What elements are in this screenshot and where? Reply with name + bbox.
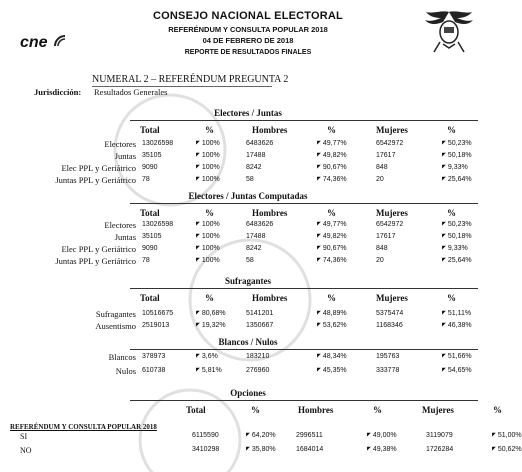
- report-date: 04 DE FEBRERO DE 2018: [202, 36, 294, 45]
- cell-value: 1350667: [246, 322, 274, 329]
- cell-value: 100%: [201, 233, 220, 240]
- cell-value: 50,62%: [497, 446, 522, 453]
- cell-m_pct: [442, 221, 472, 228]
- tick-mark-icon: ◤: [442, 176, 446, 182]
- cell-value: 848: [376, 245, 388, 252]
- tick-mark-icon: ◤: [442, 245, 446, 251]
- org-title: CONSEJO NACIONAL ELECTORAL: [153, 10, 343, 22]
- cell-h_pct: [367, 432, 397, 439]
- tick-mark-icon: ◤: [196, 310, 200, 316]
- tick-mark-icon: ◤: [317, 322, 321, 328]
- cell-value: 49,38%: [372, 446, 397, 453]
- tick-mark-icon: ◤: [442, 164, 446, 170]
- tick-mark-icon: ◤: [317, 310, 321, 316]
- cell-mujeres: [376, 367, 399, 374]
- cell-total: [142, 176, 150, 183]
- tick-mark-icon: ◤: [196, 257, 200, 263]
- column-header-mujeres: Mujeres: [422, 405, 454, 415]
- cell-value: 6483626: [246, 140, 274, 147]
- cell-pct: [196, 353, 218, 360]
- column-header-m_pct: %: [447, 125, 456, 135]
- cell-value: 9090: [142, 245, 158, 252]
- cell-value: 80,68%: [201, 310, 226, 317]
- cell-value: 49,00%: [372, 432, 397, 439]
- cell-h_pct: [317, 310, 347, 317]
- cell-value: 90,67%: [322, 164, 347, 171]
- cell-h_pct: [317, 367, 347, 374]
- cell-m_pct: [442, 233, 472, 240]
- options-heading: REFERÉNDUM Y CONSULTA POPULAR 2018: [10, 423, 157, 431]
- cell-m_pct: [442, 164, 468, 171]
- cell-m_pct: [492, 446, 522, 453]
- column-header-h_pct: %: [327, 208, 336, 218]
- tick-mark-icon: ◤: [317, 176, 321, 182]
- cell-value: 50,23%: [447, 221, 472, 228]
- tick-mark-icon: ◤: [442, 221, 446, 227]
- tick-mark-icon: ◤: [317, 140, 321, 146]
- row-label: Juntas PPL y Geriátrico: [55, 256, 136, 266]
- tick-mark-icon: ◤: [196, 164, 200, 170]
- tick-mark-icon: ◤: [196, 176, 200, 182]
- cell-hombres: [246, 257, 254, 264]
- cell-value: 100%: [201, 221, 220, 228]
- computadas-section-title: Electores / Juntas Computadas: [188, 191, 308, 201]
- tick-mark-icon: ◤: [317, 367, 321, 373]
- cell-mujeres: [376, 353, 399, 360]
- cell-hombres: [246, 310, 273, 317]
- cell-value: 17617: [376, 233, 396, 240]
- cell-value: 20: [376, 257, 384, 264]
- row-label: Juntas: [114, 151, 136, 161]
- column-header-mujeres: Mujeres: [376, 293, 408, 303]
- cell-value: 2996511: [296, 432, 323, 439]
- cell-h_pct: [367, 446, 397, 453]
- cell-mujeres: [426, 432, 453, 439]
- cell-pct: [196, 164, 220, 171]
- column-header-m_pct: %: [493, 405, 502, 415]
- cell-value: 35,80%: [251, 446, 276, 453]
- cell-hombres: [296, 446, 323, 453]
- tick-mark-icon: ◤: [196, 245, 200, 251]
- cell-value: 78: [142, 257, 150, 264]
- cell-value: 100%: [201, 257, 220, 264]
- cell-m_pct: [442, 322, 472, 329]
- cell-value: 50,18%: [447, 152, 472, 159]
- cell-value: 35105: [142, 152, 162, 159]
- cell-value: 100%: [201, 245, 220, 252]
- cell-value: 49,77%: [322, 221, 347, 228]
- cell-value: 8242: [246, 164, 262, 171]
- report-subtitle: REFERÉNDUM Y CONSULTA POPULAR 2018: [168, 25, 328, 34]
- cell-m_pct: [442, 152, 472, 159]
- cell-value: 5375474: [376, 310, 404, 317]
- cell-value: 276960: [246, 367, 270, 374]
- option-label: SI: [20, 432, 28, 441]
- cell-value: 1684014: [296, 446, 324, 453]
- cell-mujeres: [376, 233, 395, 240]
- cne-logo-icon: [53, 34, 67, 48]
- numeral-title: NUMERAL 2 – REFERÉNDUM PREGUNTA 2: [92, 74, 289, 85]
- cell-value: 2519013: [142, 322, 170, 329]
- cell-mujeres: [376, 164, 388, 171]
- cell-value: 13026598: [142, 221, 174, 228]
- cell-value: 35105: [142, 233, 162, 240]
- cell-value: 25,64%: [447, 257, 472, 264]
- cell-value: 6542972: [376, 140, 404, 147]
- cell-h_pct: [317, 257, 347, 264]
- cell-total: [192, 446, 219, 453]
- tick-mark-icon: ◤: [442, 353, 446, 359]
- cell-value: 45,35%: [322, 367, 347, 374]
- column-header-pct: %: [251, 405, 260, 415]
- tick-mark-icon: ◤: [492, 446, 496, 452]
- cell-h_pct: [317, 233, 347, 240]
- cell-value: 333778: [376, 367, 400, 374]
- cell-hombres: [296, 432, 323, 439]
- cell-value: 51,11%: [447, 310, 472, 317]
- cell-total: [142, 310, 173, 317]
- cell-value: 3410298: [192, 446, 220, 453]
- tick-mark-icon: ◤: [442, 140, 446, 146]
- section-divider: [130, 203, 478, 204]
- section-divider: [130, 349, 478, 350]
- cell-total: [142, 367, 165, 374]
- cell-h_pct: [317, 322, 347, 329]
- tick-mark-icon: ◤: [442, 322, 446, 328]
- cell-value: 58: [246, 257, 254, 264]
- column-header-pct: %: [205, 208, 214, 218]
- cell-value: 51,00%: [497, 432, 522, 439]
- cell-value: 74,36%: [322, 257, 347, 264]
- cell-pct: [196, 367, 222, 374]
- cell-value: 9,33%: [447, 164, 468, 171]
- sufragantes-section-title: Sufragantes: [224, 276, 271, 286]
- tick-mark-icon: ◤: [442, 310, 446, 316]
- cell-pct: [196, 176, 220, 183]
- tick-mark-icon: ◤: [196, 367, 200, 373]
- tick-mark-icon: ◤: [367, 446, 371, 452]
- cell-hombres: [246, 152, 265, 159]
- row-label: Juntas PPL y Geriátrico: [55, 175, 136, 185]
- cell-hombres: [246, 245, 262, 252]
- cell-value: 8242: [246, 245, 262, 252]
- column-header-total: Total: [140, 293, 160, 303]
- watermark-icon: [110, 0, 490, 472]
- cell-value: 48,89%: [322, 310, 347, 317]
- blancos-section-title: Blancos / Nulos: [218, 337, 278, 347]
- column-header-mujeres: Mujeres: [376, 125, 408, 135]
- cell-h_pct: [317, 353, 347, 360]
- row-label: Blancos: [108, 352, 136, 362]
- column-header-pct: %: [205, 125, 214, 135]
- cell-h_pct: [317, 176, 347, 183]
- column-header-h_pct: %: [327, 125, 336, 135]
- cell-value: 9090: [142, 164, 158, 171]
- cell-m_pct: [492, 432, 522, 439]
- cell-total: [142, 322, 169, 329]
- cell-value: 78: [142, 176, 150, 183]
- column-header-hombres: Hombres: [252, 125, 288, 135]
- tick-mark-icon: ◤: [317, 245, 321, 251]
- cell-value: 17488: [246, 152, 266, 159]
- cell-m_pct: [442, 257, 472, 264]
- cell-value: 3,6%: [201, 353, 218, 360]
- cell-value: 5,81%: [201, 367, 222, 374]
- row-label: Elec PPL y Geriátrico: [61, 244, 136, 254]
- tick-mark-icon: ◤: [317, 152, 321, 158]
- cell-value: 3119079: [426, 432, 453, 439]
- tick-mark-icon: ◤: [196, 353, 200, 359]
- cell-hombres: [246, 176, 254, 183]
- cell-pct: [246, 432, 276, 439]
- cell-value: 48,34%: [322, 353, 347, 360]
- cell-h_pct: [317, 221, 347, 228]
- cell-h_pct: [317, 164, 347, 171]
- cell-mujeres: [376, 257, 384, 264]
- row-label: Sufragantes: [95, 309, 136, 319]
- tick-mark-icon: ◤: [196, 152, 200, 158]
- cell-value: 20: [376, 176, 384, 183]
- jurisdiction-label: Jurisdicción:: [34, 87, 82, 97]
- cell-mujeres: [376, 140, 403, 147]
- cell-value: 54,65%: [447, 367, 472, 374]
- cell-hombres: [246, 221, 273, 228]
- column-header-mujeres: Mujeres: [376, 208, 408, 218]
- cell-value: 46,38%: [447, 322, 472, 329]
- cell-hombres: [246, 367, 269, 374]
- column-header-total: Total: [186, 405, 206, 415]
- column-header-hombres: Hombres: [252, 208, 288, 218]
- cell-h_pct: [317, 152, 347, 159]
- cell-value: 100%: [201, 164, 220, 171]
- tick-mark-icon: ◤: [492, 432, 496, 438]
- cell-h_pct: [317, 245, 347, 252]
- cell-value: 1726284: [426, 446, 454, 453]
- section-divider: [130, 400, 478, 401]
- cell-value: 51,66%: [447, 353, 472, 360]
- column-header-m_pct: %: [447, 208, 456, 218]
- cell-pct: [196, 140, 220, 147]
- column-header-total: Total: [140, 208, 160, 218]
- cell-total: [142, 233, 161, 240]
- section-divider: [130, 120, 478, 121]
- tick-mark-icon: ◤: [317, 233, 321, 239]
- cell-value: 53,62%: [322, 322, 347, 329]
- tick-mark-icon: ◤: [196, 140, 200, 146]
- option-label: NO: [20, 446, 32, 455]
- jurisdiction-value: Resultados Generales: [94, 87, 168, 97]
- tick-mark-icon: ◤: [367, 432, 371, 438]
- cell-value: 90,67%: [322, 245, 347, 252]
- row-label: Electores: [104, 139, 136, 149]
- tick-mark-icon: ◤: [442, 233, 446, 239]
- cell-pct: [196, 310, 226, 317]
- column-header-hombres: Hombres: [298, 405, 334, 415]
- cell-pct: [246, 446, 276, 453]
- cell-total: [142, 152, 161, 159]
- cell-hombres: [246, 353, 269, 360]
- cell-pct: [196, 322, 226, 329]
- cell-value: 49,77%: [322, 140, 347, 147]
- tick-mark-icon: ◤: [196, 233, 200, 239]
- column-header-m_pct: %: [447, 293, 456, 303]
- tick-mark-icon: ◤: [317, 221, 321, 227]
- cell-value: 100%: [201, 140, 220, 147]
- row-label: Juntas: [114, 232, 136, 242]
- cell-mujeres: [376, 176, 384, 183]
- column-header-h_pct: %: [327, 293, 336, 303]
- cell-value: 6542972: [376, 221, 404, 228]
- cell-pct: [196, 233, 220, 240]
- cell-value: 10516675: [142, 310, 174, 317]
- cell-mujeres: [376, 245, 388, 252]
- logo-text: cne: [20, 34, 48, 51]
- section-divider: [130, 288, 478, 289]
- cell-mujeres: [376, 310, 403, 317]
- cell-value: 25,64%: [447, 176, 472, 183]
- tick-mark-icon: ◤: [246, 432, 250, 438]
- row-label: Nulos: [115, 366, 136, 376]
- cell-pct: [196, 221, 220, 228]
- cell-total: [192, 432, 219, 439]
- cell-value: 19,32%: [201, 322, 226, 329]
- cell-value: 50,18%: [447, 233, 472, 240]
- cell-value: 74,36%: [322, 176, 347, 183]
- cell-value: 195763: [376, 353, 400, 360]
- report-type: REPORTE DE RESULTADOS FINALES: [184, 49, 312, 56]
- tick-mark-icon: ◤: [196, 221, 200, 227]
- cell-value: 378973: [142, 353, 166, 360]
- cell-total: [142, 245, 158, 252]
- cell-value: 1168346: [376, 322, 403, 329]
- cell-total: [142, 164, 158, 171]
- column-header-pct: %: [205, 293, 214, 303]
- tick-mark-icon: ◤: [442, 367, 446, 373]
- cell-mujeres: [376, 221, 403, 228]
- cell-total: [142, 257, 150, 264]
- column-header-hombres: Hombres: [252, 293, 288, 303]
- cell-pct: [196, 245, 220, 252]
- cell-mujeres: [426, 446, 453, 453]
- cell-value: 17617: [376, 152, 396, 159]
- cell-m_pct: [442, 367, 472, 374]
- tick-mark-icon: ◤: [442, 257, 446, 263]
- cell-value: 610738: [142, 367, 166, 374]
- tick-mark-icon: ◤: [442, 152, 446, 158]
- cell-hombres: [246, 233, 265, 240]
- cell-h_pct: [317, 140, 347, 147]
- cell-value: 13026598: [142, 140, 174, 147]
- cell-value: 5141201: [246, 310, 274, 317]
- cell-value: 183210: [246, 353, 270, 360]
- cell-value: 6115590: [192, 432, 219, 439]
- cell-value: 100%: [201, 176, 220, 183]
- cell-value: 58: [246, 176, 254, 183]
- cne-logo: [20, 34, 67, 52]
- tick-mark-icon: ◤: [246, 446, 250, 452]
- cell-total: [142, 140, 173, 147]
- electores-section-title: Electores / Juntas: [214, 108, 282, 118]
- cell-value: 17488: [246, 233, 266, 240]
- cell-pct: [196, 152, 220, 159]
- cell-m_pct: [442, 140, 472, 147]
- ecuador-coat-of-arms-icon: [422, 8, 476, 54]
- cell-value: 64,20%: [251, 432, 276, 439]
- cell-mujeres: [376, 322, 403, 329]
- cell-pct: [196, 257, 220, 264]
- cell-value: 49,82%: [322, 233, 347, 240]
- tick-mark-icon: ◤: [317, 164, 321, 170]
- cell-total: [142, 221, 173, 228]
- row-label: Elec PPL y Geriátrico: [61, 163, 136, 173]
- tick-mark-icon: ◤: [317, 257, 321, 263]
- cell-value: 9,33%: [447, 245, 468, 252]
- row-label: Electores: [104, 220, 136, 230]
- cell-m_pct: [442, 245, 468, 252]
- cell-m_pct: [442, 176, 472, 183]
- cell-hombres: [246, 322, 273, 329]
- column-header-h_pct: %: [373, 405, 382, 415]
- cell-value: 848: [376, 164, 388, 171]
- cell-value: 50,23%: [447, 140, 472, 147]
- column-header-total: Total: [140, 125, 160, 135]
- cell-total: [142, 353, 165, 360]
- cell-value: 6483626: [246, 221, 274, 228]
- cell-value: 49,82%: [322, 152, 347, 159]
- cell-hombres: [246, 140, 273, 147]
- cell-m_pct: [442, 353, 472, 360]
- cell-m_pct: [442, 310, 471, 317]
- cell-value: 100%: [201, 152, 220, 159]
- opciones-section-title: Opciones: [230, 388, 266, 398]
- tick-mark-icon: ◤: [196, 322, 200, 328]
- cell-mujeres: [376, 152, 395, 159]
- tick-mark-icon: ◤: [317, 353, 321, 359]
- cell-hombres: [246, 164, 262, 171]
- row-label: Ausentismo: [95, 321, 136, 331]
